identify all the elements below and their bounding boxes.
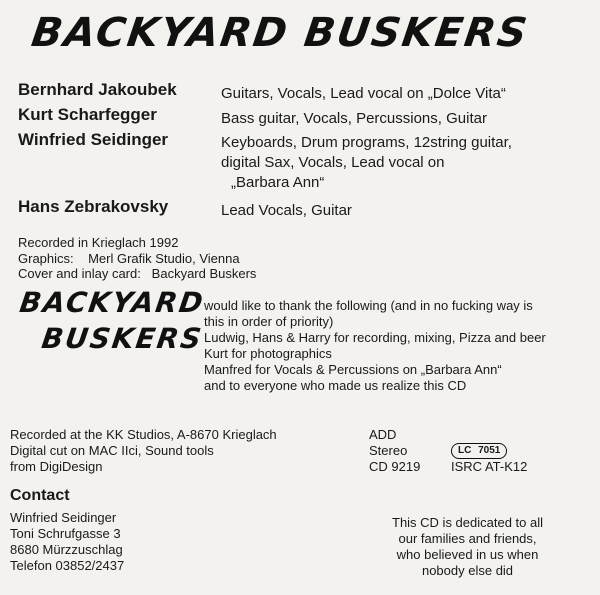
dedication-line: our families and friends, [398, 531, 537, 546]
lc-number: 7051 [478, 445, 501, 456]
lc-badge-text: LC [458, 445, 472, 456]
band-logo-title: BACKYARD BUSKERS [28, 10, 532, 56]
format-add: ADD [369, 427, 397, 442]
member-role-4: Lead Vocals, Guitar [221, 202, 352, 219]
contact-line: Winfried Seidinger [10, 510, 117, 525]
studio-block [10, 427, 277, 475]
credits-block [18, 235, 256, 282]
contact-line: Toni Schrufgasse 3 [10, 526, 121, 541]
thanks-line: this in order of priority) [204, 314, 334, 329]
dedication-line: nobody else did [421, 563, 514, 578]
member-role-3-line: Keyboards, Drum programs, 12string guitar, [221, 134, 512, 151]
isrc-code: ISRC AT-K12 [451, 459, 528, 474]
label-code [451, 441, 507, 459]
studio-line: Recorded at the KK Studios, A-8670 Krieglach [10, 427, 277, 442]
studio-line: from DigiDesign [10, 459, 103, 474]
member-name-2: Kurt Scharfegger [18, 105, 157, 124]
band-logo-small-line2: BUSKERS [39, 322, 206, 355]
member-role-1: Guitars, Vocals, Lead vocal on „Dolce Vita“ [221, 85, 506, 102]
contact-block [10, 510, 124, 574]
studio-line: Digital cut on MAC IIci, Sound tools [10, 443, 214, 458]
format-stereo: Stereo [369, 443, 408, 458]
thanks-line: Manfred for Vocals & Percussions on „Barbara Ann“ [204, 362, 502, 377]
thanks-block [204, 298, 546, 394]
dedication-line: This CD is dedicated to all [392, 515, 544, 530]
dedication-line: who believed in us when [396, 547, 539, 562]
thanks-line: would like to thank the following (and in no fucking way is [204, 298, 533, 313]
contact-heading: Contact [10, 487, 70, 504]
thanks-line: and to everyone who made us realize this CD [204, 378, 467, 393]
member-role-3 [221, 133, 512, 193]
credit-line: Cover and inlay card: Backyard Buskers [18, 266, 257, 281]
member-name-1: Bernhard Jakoubek [18, 80, 177, 99]
catalog-number: CD 9219 [369, 459, 421, 474]
dedication-block [392, 515, 543, 579]
contact-line: 8680 Mürzzuschlag [10, 542, 123, 557]
thanks-line: Kurt for photographics [204, 346, 332, 361]
member-role-2: Bass guitar, Vocals, Percussions, Guitar [221, 110, 487, 127]
member-role-3-line: „Barbara Ann“ [231, 174, 325, 191]
member-role-3-line: digital Sax, Vocals, Lead vocal on [221, 154, 445, 171]
credit-line: Graphics: Merl Grafik Studio, Vienna [18, 250, 240, 266]
credit-line: Recorded in Krieglach 1992 [18, 235, 179, 250]
thanks-line: Ludwig, Hans & Harry for recording, mixing, Pizza and beer [204, 330, 546, 345]
band-logo-small-line1: BACKYARD [17, 286, 207, 319]
lc-logo-icon [451, 443, 507, 459]
member-name-4: Hans Zebrakovsky [18, 197, 169, 216]
contact-line: Telefon 03852/2437 [10, 558, 125, 573]
member-name-3: Winfried Seidinger [18, 130, 169, 149]
